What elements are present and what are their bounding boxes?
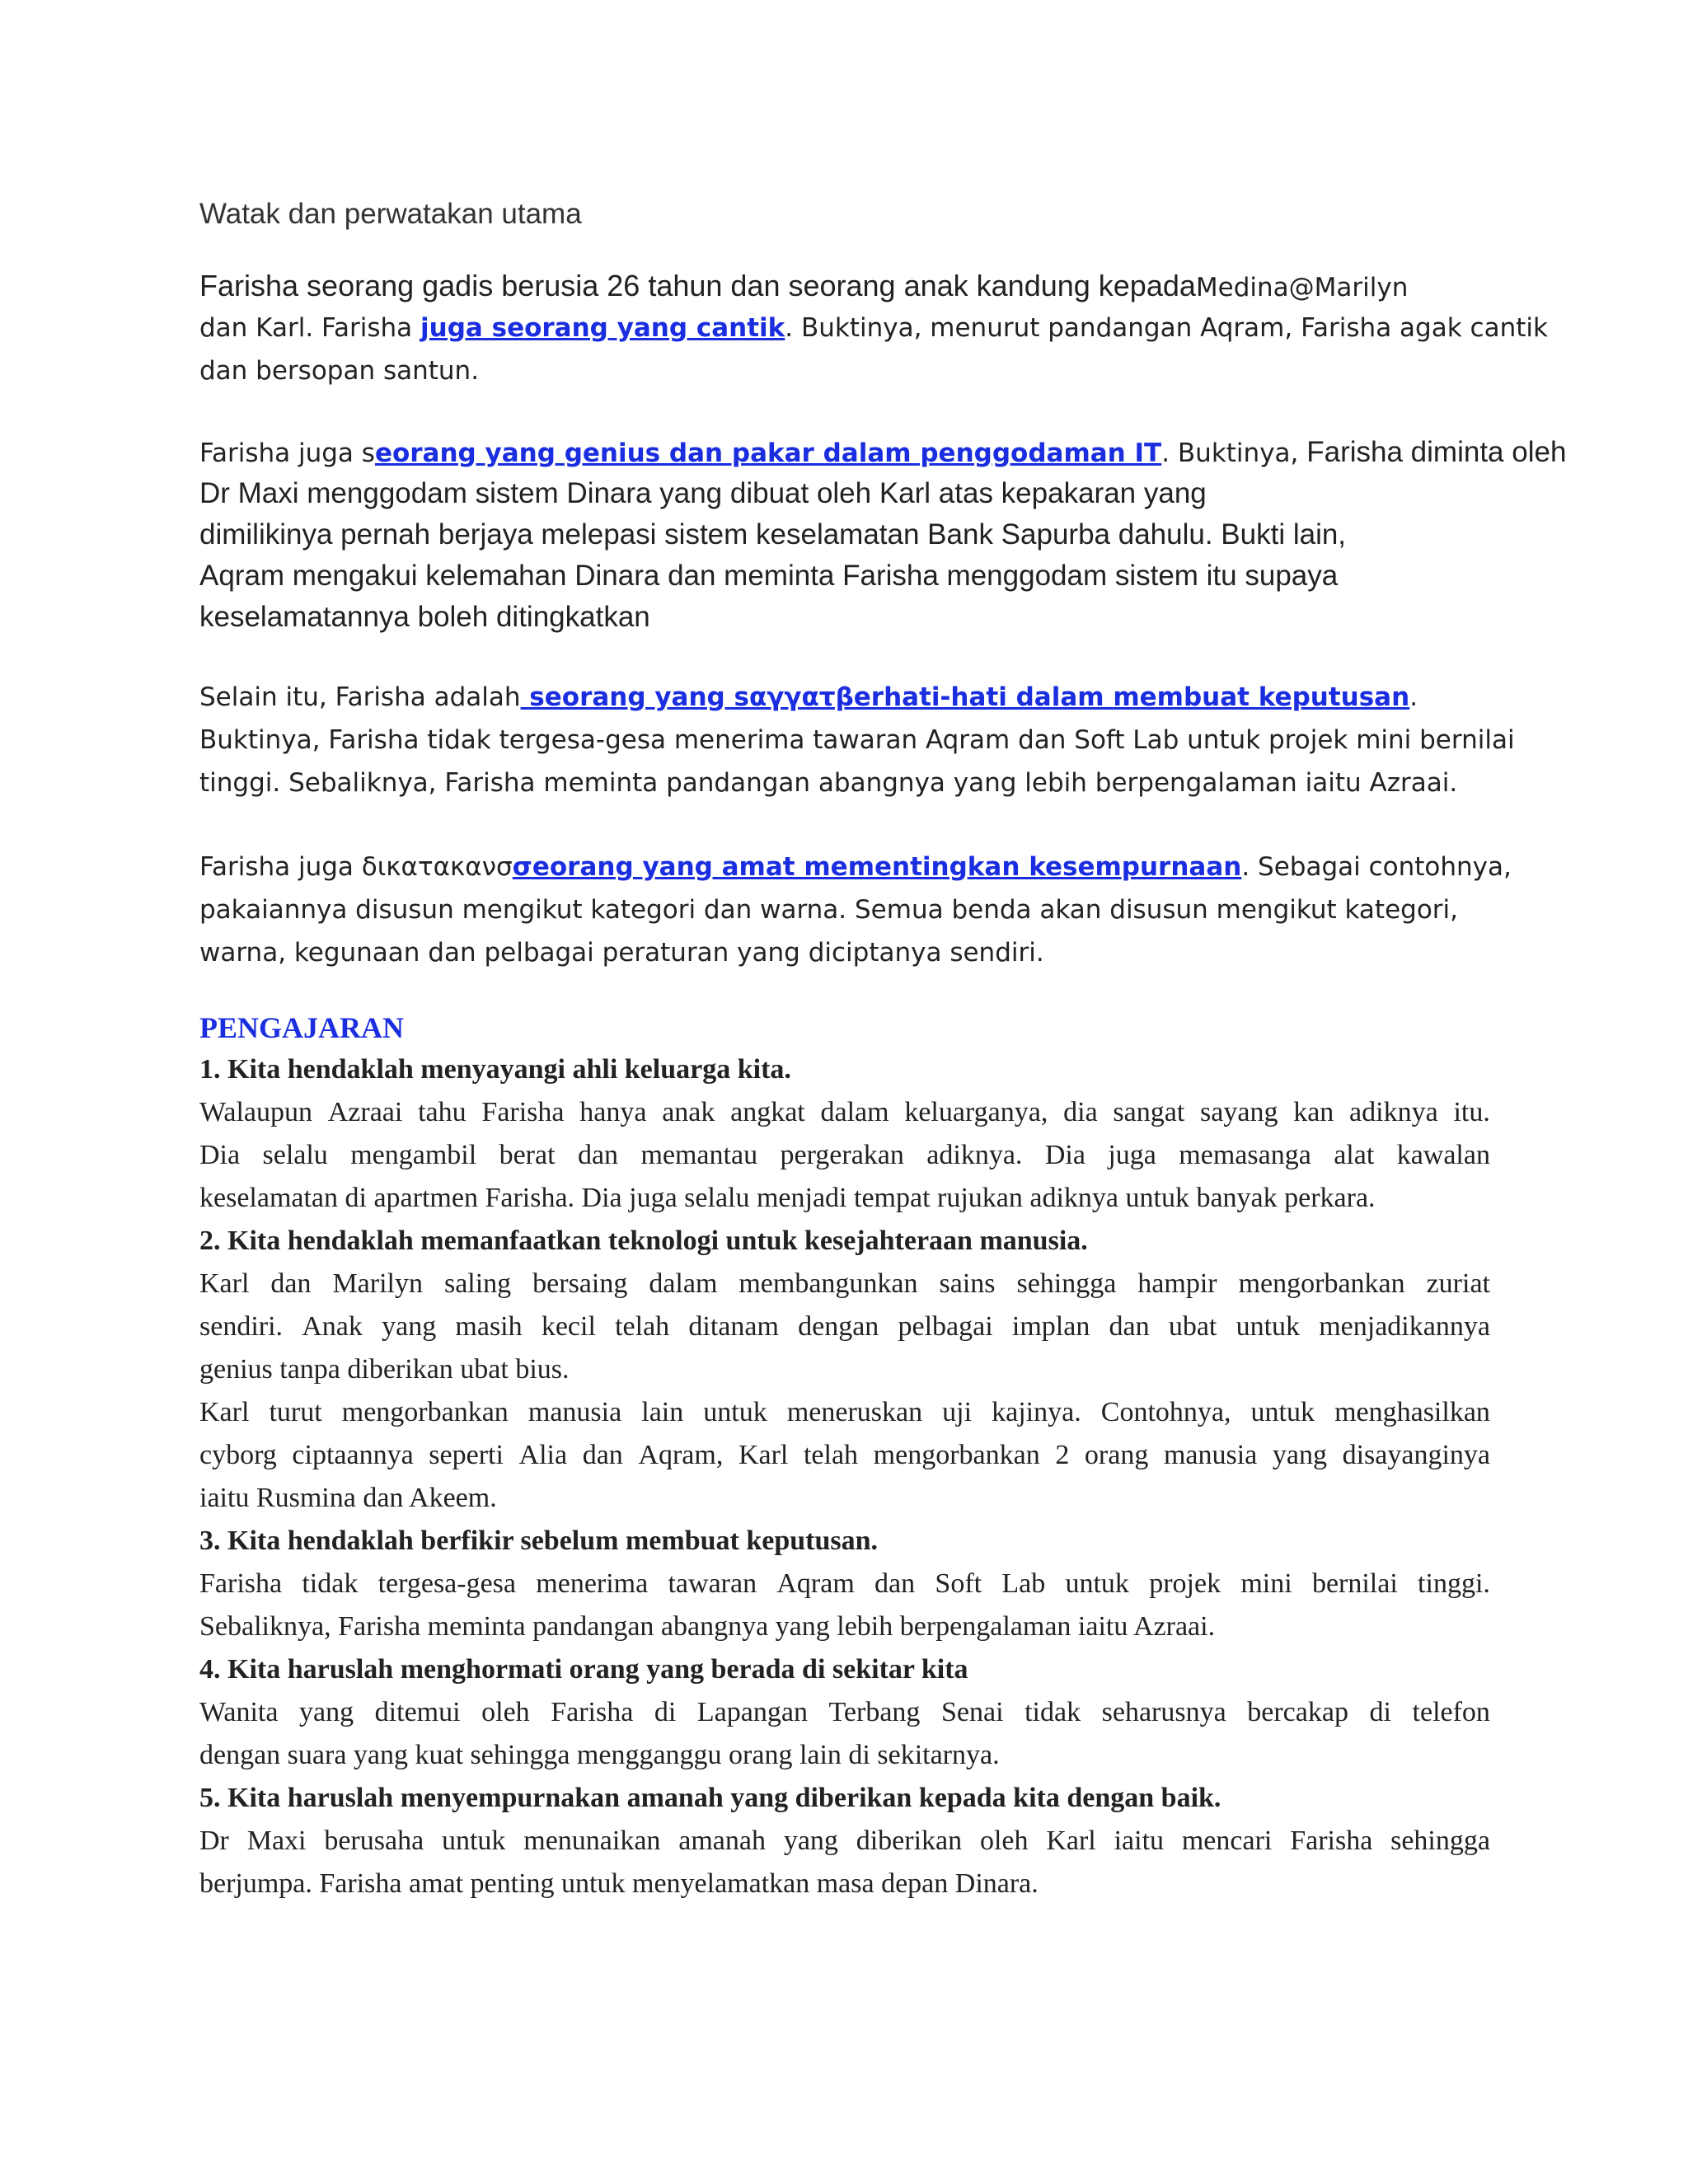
word: untuk: [441, 1825, 506, 1856]
word: selalu: [262, 1140, 328, 1170]
lesson-2-line-6: iaitu Rusmina dan Akeem.: [199, 1483, 497, 1513]
word: Lab: [1001, 1568, 1046, 1599]
word: cyborg: [199, 1440, 277, 1470]
word: menjadikannya: [1319, 1311, 1490, 1342]
lesson-2-line-5: [199, 1434, 1490, 1477]
word: tidak: [1025, 1697, 1081, 1727]
para1-line2-text: dan Karl. Farisha: [199, 313, 421, 343]
word: memasanga: [1179, 1140, 1311, 1170]
word: iaitu: [1114, 1825, 1165, 1856]
word: Karl: [738, 1440, 789, 1470]
para4-line1-text: Farisha juga δικατακανσ: [199, 852, 513, 882]
word: sehingga: [1016, 1268, 1117, 1299]
word: telah: [803, 1440, 859, 1470]
word: sendiri.: [199, 1311, 284, 1342]
lesson-2-title: 2. Kita hendaklah memanfaatkan teknologi untuk kesejahteraan manusia.: [199, 1226, 1088, 1256]
word: dan: [1109, 1311, 1150, 1342]
word: membangunkan: [738, 1268, 918, 1299]
lesson-4-line-1: [199, 1691, 1490, 1734]
word: uji: [942, 1397, 973, 1427]
para2-line1-text: Farisha juga s: [199, 438, 375, 468]
word: Karl: [199, 1397, 250, 1427]
word: tahu: [418, 1097, 467, 1127]
word: kan: [1293, 1097, 1334, 1127]
word: seperti: [429, 1440, 504, 1470]
word: manusia: [1163, 1440, 1258, 1470]
word: mengambil: [350, 1140, 477, 1170]
word: Senai: [940, 1697, 1004, 1727]
lesson-5-line-1: [199, 1820, 1490, 1863]
word: berat: [499, 1140, 556, 1170]
lesson-2-line-3: genius tanpa diberikan ubat bius.: [199, 1354, 570, 1385]
lesson-1-line-3: keselamatan di apartmen Farisha. Dia juga selalu menjadi tempat rujukan adiknya untuk banyak perkara.: [199, 1183, 1376, 1213]
word: tinggi.: [1418, 1568, 1490, 1599]
lesson-5-title: 5. Kita haruslah menyempurnakan amanah yang diberikan kepada kita dengan baik.: [199, 1783, 1221, 1813]
word: meneruskan: [786, 1397, 923, 1427]
lesson-2-line-1: [199, 1263, 1490, 1305]
word: menghasilkan: [1334, 1397, 1490, 1427]
word: dan: [582, 1440, 623, 1470]
word: Farisha: [551, 1697, 634, 1727]
link-cantik[interactable]: juga seorang yang cantik: [420, 313, 785, 343]
word: Walaupun: [199, 1097, 312, 1127]
word: yang: [783, 1825, 838, 1856]
para1-line1-name: Medina@Marilyn: [1195, 273, 1409, 302]
word: juga: [1108, 1140, 1156, 1170]
para3-line3: tinggi. Sebaliknya, Farisha meminta pandangan abangnya yang lebih berpengalaman iaitu Azraai.: [199, 768, 1458, 798]
word: Dia: [1044, 1140, 1085, 1170]
paragraph-perfection: [199, 846, 1512, 974]
word: untuk: [1065, 1568, 1129, 1599]
word: Aqram,: [638, 1440, 724, 1470]
word: 2: [1055, 1440, 1070, 1470]
word: tidak: [302, 1568, 359, 1599]
word: turut: [269, 1397, 322, 1427]
word: dia: [1063, 1097, 1098, 1127]
lesson-2-line-4: [199, 1391, 1490, 1434]
word: menunaikan: [523, 1825, 661, 1856]
word: yang: [1272, 1440, 1327, 1470]
word: ditanam: [688, 1311, 779, 1342]
word: bernilai: [1311, 1568, 1398, 1599]
word: Karl: [1046, 1825, 1096, 1856]
paragraph-appearance: [199, 265, 1548, 392]
word: Terbang: [828, 1697, 921, 1727]
word: ditemui: [374, 1697, 461, 1727]
section-title: Watak dan perwatakan utama: [199, 198, 582, 230]
word: Farisha: [1290, 1825, 1373, 1856]
lesson-3-line-1: [199, 1563, 1490, 1605]
word: mengorbankan: [873, 1440, 1040, 1470]
word: dan: [577, 1140, 619, 1170]
word: amanah: [678, 1825, 766, 1856]
pengajaran-section: [199, 1007, 1490, 1905]
word: Anak: [302, 1311, 363, 1342]
lesson-4-title: 4. Kita haruslah menghormati orang yang berada di sekitar kita: [199, 1654, 968, 1685]
word: ubat: [1168, 1311, 1217, 1342]
word: sayang: [1200, 1097, 1278, 1127]
word: hampir: [1137, 1268, 1217, 1299]
word: dalam: [649, 1268, 718, 1299]
word: dengan: [798, 1311, 879, 1342]
word: masih: [455, 1311, 523, 1342]
word: tawaran: [668, 1568, 757, 1599]
word: memantau: [640, 1140, 758, 1170]
word: lain: [641, 1397, 684, 1427]
word: Dr: [199, 1825, 229, 1856]
lesson-1-title: 1. Kita hendaklah menyayangi ahli keluarga kita.: [199, 1054, 791, 1085]
word: Soft: [935, 1568, 982, 1599]
para1-line1-text: Farisha seorang gadis berusia 26 tahun dan seorang anak kandung kepada: [199, 269, 1196, 302]
lesson-4-line-2: dengan suara yang kuat sehingga mengganggu orang lain di sekitarnya.: [199, 1740, 1000, 1770]
para4-line2: pakaiannya disusun mengikut kategori dan warna. Semua benda akan disusun mengikut kategori,: [199, 895, 1459, 925]
para2-line2: Dr Maxi menggodam sistem Dinara yang dibuat oleh Karl atas kepakaran yang: [199, 477, 1207, 509]
word: diberikan: [856, 1825, 963, 1856]
lesson-1-line-1: [199, 1091, 1490, 1134]
word: sangat: [1113, 1097, 1185, 1127]
word: bercakap: [1247, 1697, 1348, 1727]
para1-line3: dan bersopan santun.: [199, 356, 480, 386]
word: untuk: [1236, 1311, 1301, 1342]
word: oleh: [979, 1825, 1029, 1856]
word: Aqram: [776, 1568, 855, 1599]
word: yang: [382, 1311, 437, 1342]
word: implan: [1011, 1311, 1090, 1342]
link-kesempurnaan[interactable]: σeorang yang amat mementingkan kesempurnaan: [512, 852, 1242, 882]
word: Contohnya,: [1100, 1397, 1231, 1427]
word: adiknya.: [926, 1140, 1023, 1170]
word: pergerakan: [780, 1140, 904, 1170]
word: oleh: [481, 1697, 530, 1727]
para2-line1-tail: Farisha diminta oleh: [1306, 436, 1567, 468]
word: di: [1369, 1697, 1391, 1727]
lesson-5-line-2: berjumpa. Farisha amat penting untuk menyelamatkan masa depan Dinara.: [199, 1868, 1039, 1899]
para2-line4: Aqram mengakui kelemahan Dinara dan meminta Farisha menggodam sistem itu supaya: [199, 560, 1339, 592]
lesson-1-line-2: [199, 1134, 1490, 1177]
lesson-2-line-2: [199, 1305, 1490, 1348]
para2-line5: keselamatannya boleh ditingkatkan: [199, 601, 650, 633]
paragraph-careful: [199, 676, 1515, 804]
word: Karl: [199, 1268, 250, 1299]
para1-line2-tail: . Buktinya, menurut pandangan Aqram, Farisha agak cantik: [785, 313, 1548, 343]
link-genius[interactable]: eorang yang genius dan pakar dalam penggodaman IT: [374, 438, 1162, 468]
para2-line3: dimilikinya pernah berjaya melepasi sistem keselamatan Bank Sapurba dahulu. Bukti lain,: [199, 518, 1347, 551]
word: disayanginya: [1342, 1440, 1490, 1470]
word: kecil: [541, 1311, 596, 1342]
word: Farisha: [199, 1568, 283, 1599]
word: sehingga: [1390, 1825, 1490, 1856]
word: telefon: [1412, 1697, 1490, 1727]
word: mengorbankan: [1238, 1268, 1405, 1299]
word: menerima: [536, 1568, 649, 1599]
word: kawalan: [1396, 1140, 1490, 1170]
word: untuk: [703, 1397, 767, 1427]
word: pelbagai: [898, 1311, 993, 1342]
word: hanya: [579, 1097, 647, 1127]
word: projek: [1149, 1568, 1221, 1599]
word: yang: [299, 1697, 354, 1727]
word: kajinya.: [992, 1397, 1081, 1427]
word: zuriat: [1426, 1268, 1490, 1299]
para3-line1-tail: .: [1409, 682, 1418, 712]
word: itu.: [1453, 1097, 1490, 1127]
word: Wanita: [199, 1697, 279, 1727]
para3-line2: Buktinya, Farisha tidak tergesa-gesa menerima tawaran Aqram dan Soft Lab untuk projek mini bernilai: [199, 725, 1515, 755]
word: mengorbankan: [341, 1397, 509, 1427]
para3-line1-text: Selain itu, Farisha adalah: [199, 682, 521, 712]
word: sains: [939, 1268, 996, 1299]
word: bersaing: [532, 1268, 628, 1299]
word: orang: [1084, 1440, 1149, 1470]
word: angkat: [730, 1097, 805, 1127]
word: adiknya: [1349, 1097, 1438, 1127]
word: dan: [874, 1568, 916, 1599]
para4-line3: warna, kegunaan dan pelbagai peraturan yang diciptanya sendiri.: [199, 938, 1044, 968]
word: telah: [615, 1311, 670, 1342]
word: ciptaannya: [292, 1440, 414, 1470]
word: seharusnya: [1101, 1697, 1226, 1727]
word: alat: [1334, 1140, 1375, 1170]
word: mencari: [1181, 1825, 1273, 1856]
link-berhati-hati[interactable]: seorang yang sαγγατβerhati-hati dalam membuat keputusan: [520, 682, 1410, 712]
word: berusaha: [324, 1825, 424, 1856]
word: tergesa-gesa: [377, 1568, 517, 1599]
lesson-3-title: 3. Kita hendaklah berfikir sebelum membuat keputusan.: [199, 1526, 879, 1556]
word: Azraai: [327, 1097, 403, 1127]
word: saling: [443, 1268, 512, 1299]
word: Lapangan: [696, 1697, 808, 1727]
pengajaran-heading: PENGAJARAN: [199, 1011, 404, 1044]
para4-line1-tail: . Sebagai contohnya,: [1241, 852, 1512, 882]
word: keluarganya,: [904, 1097, 1048, 1127]
word: untuk: [1250, 1397, 1315, 1427]
word: manusia: [528, 1397, 622, 1427]
word: dan: [270, 1268, 312, 1299]
paragraph-genius: [199, 432, 1567, 638]
para2-line1-bukti: . Buktinya,: [1161, 438, 1307, 468]
word: Maxi: [246, 1825, 307, 1856]
word: di: [654, 1697, 677, 1727]
word: dalam: [820, 1097, 889, 1127]
word: Alia: [518, 1440, 568, 1470]
lesson-3-line-2: Sebaliknya, Farisha meminta pandangan abangnya yang lebih berpengalaman iaitu Azraai.: [199, 1611, 1216, 1642]
word: Marilyn: [332, 1268, 423, 1299]
word: anak: [662, 1097, 715, 1127]
word: mini: [1240, 1568, 1292, 1599]
word: Dia: [199, 1140, 241, 1170]
word: Farisha: [481, 1097, 565, 1127]
